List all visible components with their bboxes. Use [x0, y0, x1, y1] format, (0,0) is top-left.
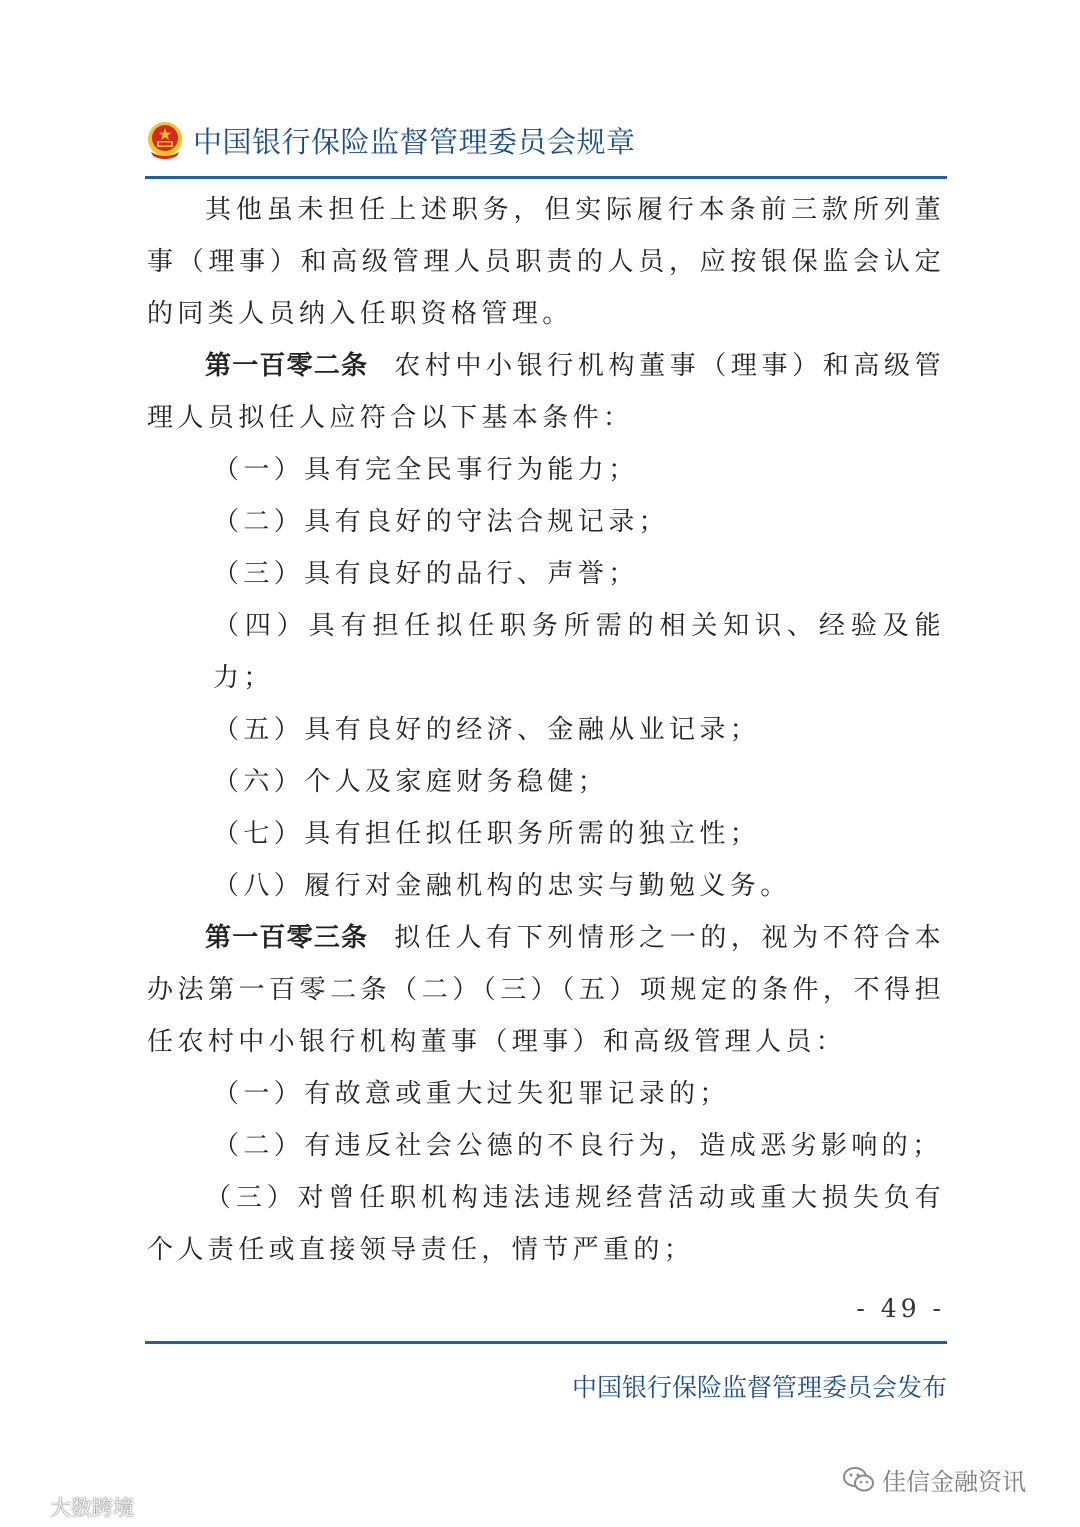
list-item: （二）具有良好的守法合规记录；	[213, 507, 670, 537]
article-103	[147, 912, 945, 1068]
list-item: （八）履行对金融机构的忠实与勤勉义务。	[213, 871, 791, 901]
list-item: （五）具有良好的经济、金融从业记录；	[213, 715, 761, 745]
list-item: （三）具有良好的品行、声誉；	[213, 559, 639, 589]
article-102	[147, 340, 945, 444]
watermark-logo-icon	[6, 1495, 46, 1519]
document-body	[147, 184, 945, 1276]
header-title: 中国银行保险监督管理委员会规章	[193, 124, 636, 159]
list-item: （一）有故意或重大过失犯罪记录的；	[213, 1079, 730, 1109]
list-item: （七）具有担任拟任职务所需的独立性；	[213, 819, 761, 849]
footer-rule	[145, 1341, 947, 1344]
watermark-corner	[6, 1492, 134, 1522]
body-paragraph: 其他虽未担任上述职务，但实际履行本条前三款所列董事（理事）和高级管理人员职责的人员，应按银保监会认定的同类人员纳入任职资格管理。	[147, 195, 945, 329]
document-header	[145, 118, 945, 162]
national-emblem-icon	[145, 120, 185, 160]
article-label: 第一百零二条	[205, 351, 369, 381]
page-number: - 49 -	[856, 1294, 945, 1323]
list-item: （六）个人及家庭财务稳健；	[213, 767, 609, 797]
list-item: （二）有违反社会公德的不良行为，造成恶劣影响的；	[213, 1131, 943, 1161]
watermark-right-text: 佳信金融资讯	[882, 1468, 1026, 1496]
watermark-wechat	[842, 1462, 1026, 1497]
article-text: 拟任人有下列情形之一的，视为不符合本办法第一百零二条（二）（三）（五）项规定的条件，不得担任农村中小银行机构董事（理事）和高级管理人员：	[147, 923, 945, 1057]
watermark-left-text: 大数跨境	[50, 1496, 134, 1520]
list-item: （四）具有担任拟任职务所需的相关知识、经验及能力；	[213, 611, 945, 693]
header-rule	[145, 176, 947, 179]
footer-publisher: 中国银行保险监督管理委员会发布	[571, 1373, 947, 1402]
article-text: 农村中小银行机构董事（理事）和高级管理人员拟任人应符合以下基本条件：	[147, 351, 945, 433]
body-paragraph: （三）对曾任职机构违法违规经营活动或重大损失负有个人责任或直接领导责任，情节严重的；	[147, 1183, 945, 1265]
wechat-icon	[842, 1465, 876, 1495]
article-label: 第一百零三条	[205, 923, 369, 953]
list-item: （一）具有完全民事行为能力；	[213, 455, 639, 485]
